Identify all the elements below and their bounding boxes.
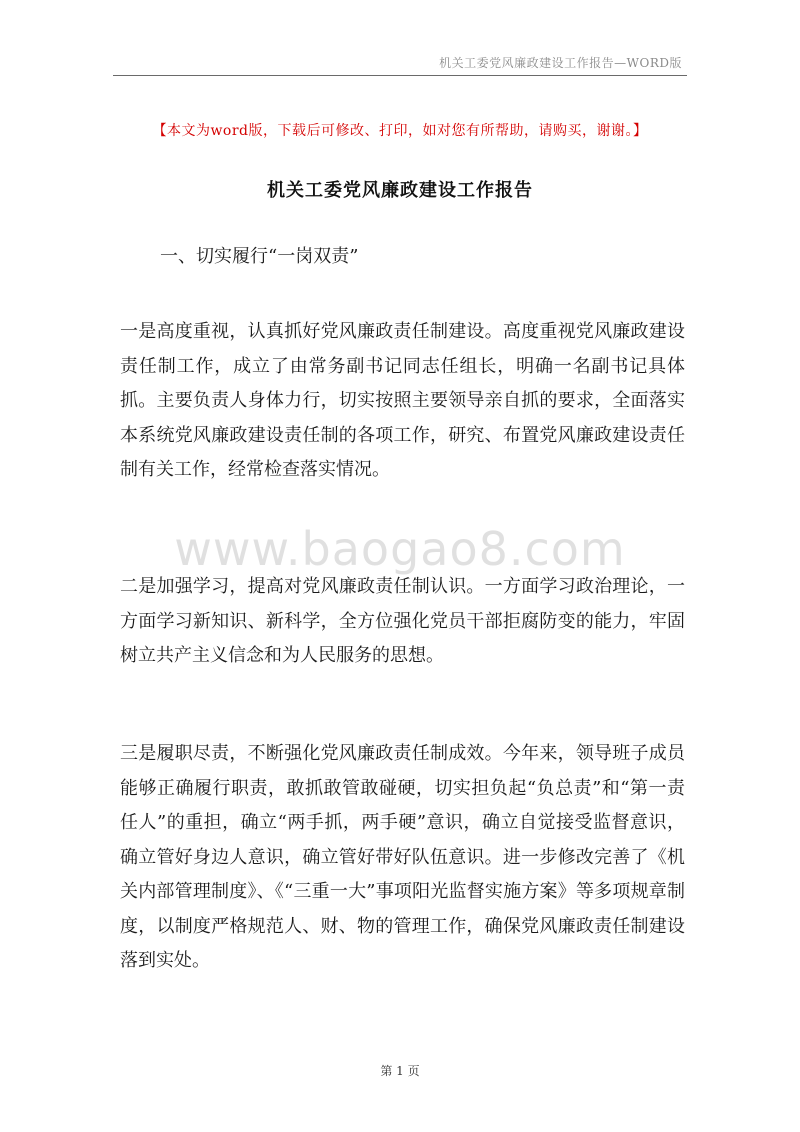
download-notice: 【本文为word版，下载后可修改、打印，如对您有所帮助，请购买，谢谢。】 (152, 123, 648, 139)
header-divider (113, 75, 687, 76)
document-title: 机关工委党风廉政建设工作报告 (267, 180, 533, 201)
paragraph-2: 二是加强学习，提高对党风廉政责任制认识。一方面学习政治理论，一方面学习新知识、新科学，全方位强化党员干部拒腐防变的能力，牢固树立共产主义信念和为人民服务的思想。 (120, 576, 685, 666)
section-heading: 一、切实履行“一岗双责” (160, 246, 359, 267)
paragraph-1: 一是高度重视，认真抓好党风廉政责任制建设。高度重视党风廉政建设责任制工作，成立了由常务副书记同志任组长，明确一名副书记具体抓。主要负责人身体力行，切实按照主要领导亲自抓的要求，全面落实本系统党风廉政建设责任制的各项工作，研究、布置党风廉政建设责任制有关工作，经常检查落实情况。 (120, 321, 685, 480)
paragraph-3: 三是履职尽责，不断强化党风廉政责任制成效。今年来，领导班子成员能够正确履行职责，敢抓敢管敢碰硬，切实担负起“负总责”和“第一责任人”的重担，确立“两手抓，两手硬”意识，确立自觉接受监督意识，确立管好身边人意识，确立管好带好队伍意识。进一步修改完善了《机关内部管理制度》、《“三重一大”事项阳光监督实施方案》等多项规章制度，以制度严格规范人、财、物的管理工作，确保党风廉政责任制建设落到实处。 (120, 743, 685, 971)
page-number: 第 1 页 (380, 1064, 420, 1078)
running-header: 机关工委党风廉政建设工作报告—WORD版 (439, 56, 682, 70)
watermark: www.baogao8.com (174, 522, 626, 576)
